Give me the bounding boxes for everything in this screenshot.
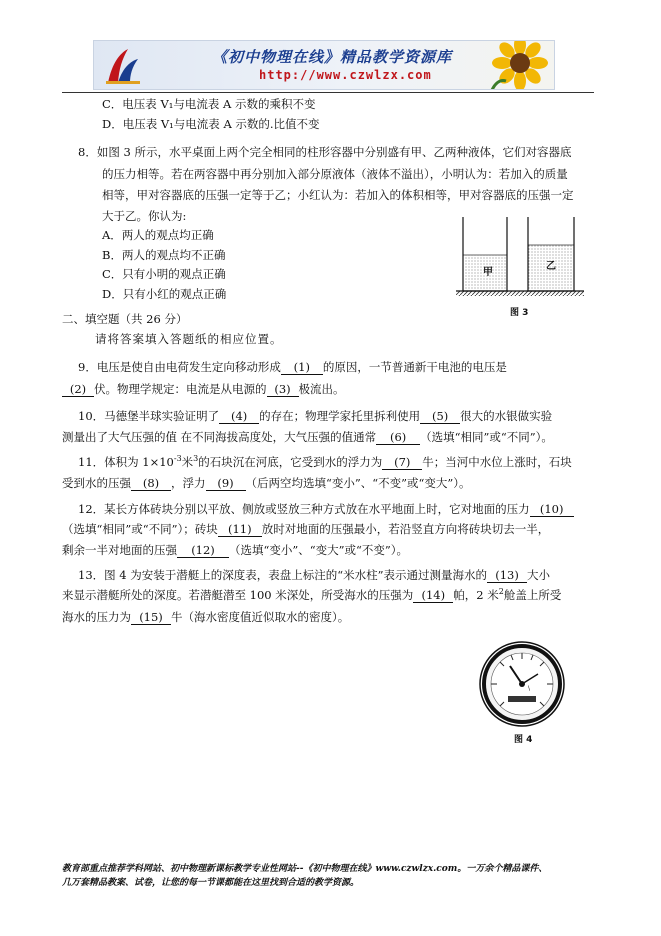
q11-text-a: 11．体积为 1×10 <box>78 455 174 469</box>
q10-line2 <box>62 430 553 445</box>
figure-3-containers <box>456 215 584 297</box>
q11-blank-8: (8) <box>131 476 171 491</box>
q13-blank-15: (15) <box>131 610 171 625</box>
q13-text-c: 大小 <box>527 568 551 582</box>
q11-exponent: -3 <box>173 454 182 464</box>
q10-text-e: 测量出了大气压强的值 在不同海拔高度处，大气压强的值通常 <box>62 430 377 444</box>
q9-blank-2: (2) <box>62 382 94 397</box>
q9-line2 <box>62 382 345 397</box>
footer-line1: 教育部重点推荐学科网站、初中物理新课标教学专业性网站--《初中物理在线》www.czwlzx.com。一万余个精品课件、 <box>62 864 548 874</box>
q11-text-f: ，浮力 <box>171 476 206 490</box>
section-2-title: 二、填空题（共 26 分） <box>62 312 188 326</box>
q13-text-e: 帕，2 米 <box>453 588 499 602</box>
q12-line2 <box>62 522 549 537</box>
q13-line3 <box>62 610 349 625</box>
q8-stem-line1: 8．如图 3 所示，水平桌面上两个完全相同的柱形容器中分别盛有甲、乙两种液体，它们对容器底 <box>78 145 572 159</box>
q8-option-d: D．只有小红的观点正确 <box>102 287 227 301</box>
q7-option-c: C．电压表 V₁与电流表 A 示数的乘积不变 <box>102 97 316 111</box>
q12-line1 <box>78 502 574 517</box>
q12-blank-10: (10) <box>530 502 574 517</box>
figure-3-label-left: 甲 <box>483 267 493 278</box>
q9-text-a: 9．电压是使自由电荷发生定向移动形成 <box>78 360 281 374</box>
q9-line1 <box>78 360 507 375</box>
banner-title: 《初中物理在线》精品教学资源库 <box>212 48 453 66</box>
q13-text-h: 牛（海水密度值近似取水的密度）。 <box>171 610 350 624</box>
svg-text:\: \ <box>528 685 531 692</box>
q10-blank-5: (5) <box>420 409 460 424</box>
q10-text-a: 10．马德堡半球实验证明了 <box>78 409 220 423</box>
site-logo-icon <box>102 45 142 87</box>
figure-3-caption: 图 3 <box>510 308 529 318</box>
q12-text-c: （选填“相同”或“不同”）；砖块 <box>62 522 218 536</box>
q9-text-d: 伏。物理学规定：电流是从电源的 <box>94 382 267 396</box>
q12-text-a: 12．某长方体砖块分别以平放、侧放或竖放三种方式放在水平地面上时，它对地面的压力 <box>78 502 530 516</box>
q9-text-c: 的原因，一节普通新干电池的电压是 <box>322 360 507 374</box>
q12-line3 <box>62 543 408 558</box>
q8-option-b: B．两人的观点均不正确 <box>102 248 226 262</box>
q8-stem-line3: 相等，甲对容器底的压强一定等于乙；小红认为：若加入的体积相等，甲对容器底的压强一定 <box>102 188 574 202</box>
q13-text-f: 舱盖上所受 <box>503 588 562 602</box>
q13-line2 <box>62 588 561 603</box>
q12-blank-11: (11) <box>218 522 262 537</box>
q13-blank-14: (14) <box>413 588 453 603</box>
q11-blank-7: (7) <box>382 455 422 470</box>
figure-4-depth-gauge-icon <box>478 640 566 728</box>
q13-exponent: 2 <box>498 587 504 597</box>
q8-option-a: A．两人的观点均正确 <box>102 228 214 242</box>
q11-line2 <box>62 476 471 491</box>
q10-blank-4: (4) <box>219 409 259 424</box>
q12-text-d: 放时对地面的压强最小，若沿竖直方向将砖块切去一半， <box>261 522 550 536</box>
header-rule <box>62 92 594 93</box>
banner-url-link[interactable]: http://www.czwlzx.com <box>259 68 432 82</box>
q9-blank-1: (1) <box>281 360 323 375</box>
q13-blank-13: (13) <box>487 568 527 583</box>
q8-option-c: C．只有小明的观点正确 <box>102 267 226 281</box>
footer-line2: 几万套精品教案、试卷，让您的每一节课都能在这里找到合适的教学资源。 <box>62 878 360 888</box>
q7-option-d: D．电压表 V₁与电流表 A 示数的.比值不变 <box>102 117 320 131</box>
q13-text-d: 来显示潜艇所处的深度。若潜艇潜至 100 米深处，所受海水的压强为 <box>62 588 414 602</box>
q10-line1 <box>78 409 552 424</box>
section-2-instruction: 请将答案填入答题纸的相应位置。 <box>95 332 283 346</box>
figure-3-label-right: 乙 <box>546 261 556 272</box>
q10-text-d: 很大的水银做实验 <box>460 409 553 423</box>
figure-4-caption: 图 4 <box>514 735 533 745</box>
q11-text-d: 牛；当河中水位上涨时，石块 <box>422 455 572 469</box>
q13-line1 <box>78 568 550 583</box>
q8-stem-line4: 大于乙。你认为: <box>102 209 187 223</box>
q11-exponent-2: 3 <box>193 454 199 464</box>
q12-blank-12: (12) <box>177 543 229 558</box>
q11-text-g: （后两空均选填“变小”、“不变”或“变大”）。 <box>245 476 471 490</box>
q12-text-e: 剩余一半对地面的压强 <box>62 543 177 557</box>
q8-stem-line2: 的压力相等。若在两容器中再分别加入部分原液体（液体不溢出），小明认为：若加入的质量 <box>102 167 568 181</box>
sunflower-icon <box>480 40 550 90</box>
q11-text-b: 米 <box>181 455 194 469</box>
q12-text-f: （选填“变小”、“变大”或“不变”）。 <box>229 543 409 557</box>
q10-text-f: （选填“相同”或“不同”）。 <box>420 430 553 444</box>
q10-text-c: 的存在；物理学家托里拆利使用 <box>259 409 421 423</box>
q9-text-e: 极流出。 <box>298 382 345 396</box>
q13-text-a: 13．图 4 为安装于潜艇上的深度表，表盘上标注的“米水柱”表示通过测量海水的 <box>78 568 488 582</box>
q11-text-c: 的石块沉在河底，它受到水的浮力为 <box>198 455 383 469</box>
header-banner <box>93 40 555 90</box>
q10-blank-6: (6) <box>376 430 420 445</box>
q9-blank-3: (3) <box>267 382 299 397</box>
q11-text-e: 受到水的压强 <box>62 476 131 490</box>
q13-text-g: 海水的压力为 <box>62 610 131 624</box>
q11-line1 <box>78 455 572 470</box>
q11-blank-9: (9) <box>206 476 246 491</box>
